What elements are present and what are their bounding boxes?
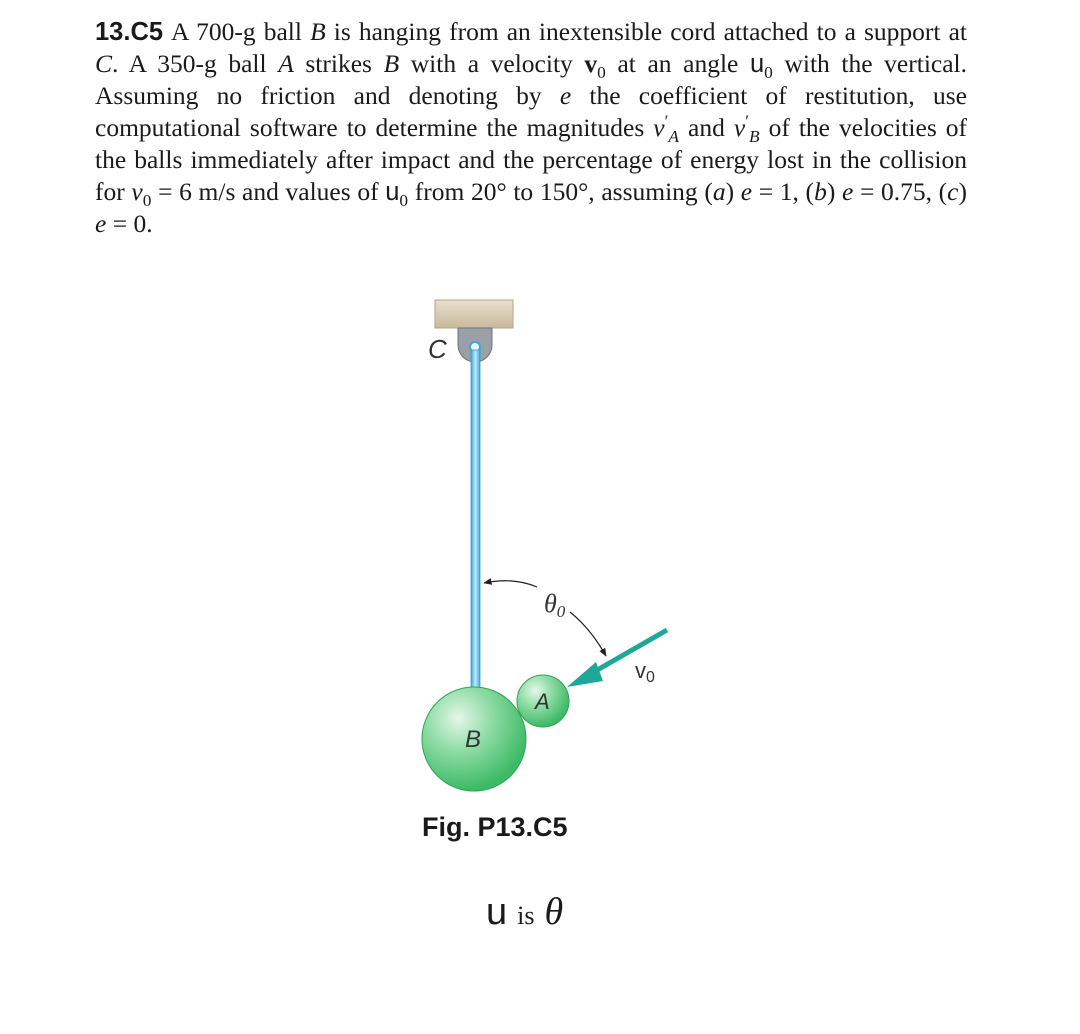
angle-arc-end	[570, 612, 606, 656]
angle-label: θ0	[544, 589, 566, 621]
symbol-note	[486, 890, 563, 940]
figure-caption: Fig. P13.C5	[422, 812, 568, 842]
support-label: C	[428, 334, 447, 364]
velocity-label: v0	[635, 658, 655, 686]
ceiling-support	[435, 300, 513, 328]
note-theta: θ	[544, 891, 564, 933]
problem-statement: 13.C5 A 700-g ball B is hanging from an inextensible cord attached to a support at C. A 350-g ball A strikes B with a velocity $v_0$ at an angle $u_0$ with the vertical. Assuming no friction and denoting by e the coefficient of restitution, use computational software to determine the magnitudes $v'_A$ and $v'_B$ of the velocities of the balls immediately after impact and the percentage of energy lost in the collision for $v_0 = 6$ m/s and values of $u_0$ from 20° to 150°, assuming (a) e = 1, (b) e = 0.75, (c) e = 0.	[95, 17, 967, 238]
cord	[471, 350, 480, 695]
note-word: is	[517, 901, 535, 930]
ball-a-label: A	[535, 689, 550, 714]
note-symbol: u	[486, 891, 508, 933]
angle-arc	[484, 581, 537, 587]
velocity-arrow-head	[567, 662, 603, 687]
problem-number: 13.C5	[95, 18, 164, 46]
ball-b-label: B	[465, 726, 482, 753]
